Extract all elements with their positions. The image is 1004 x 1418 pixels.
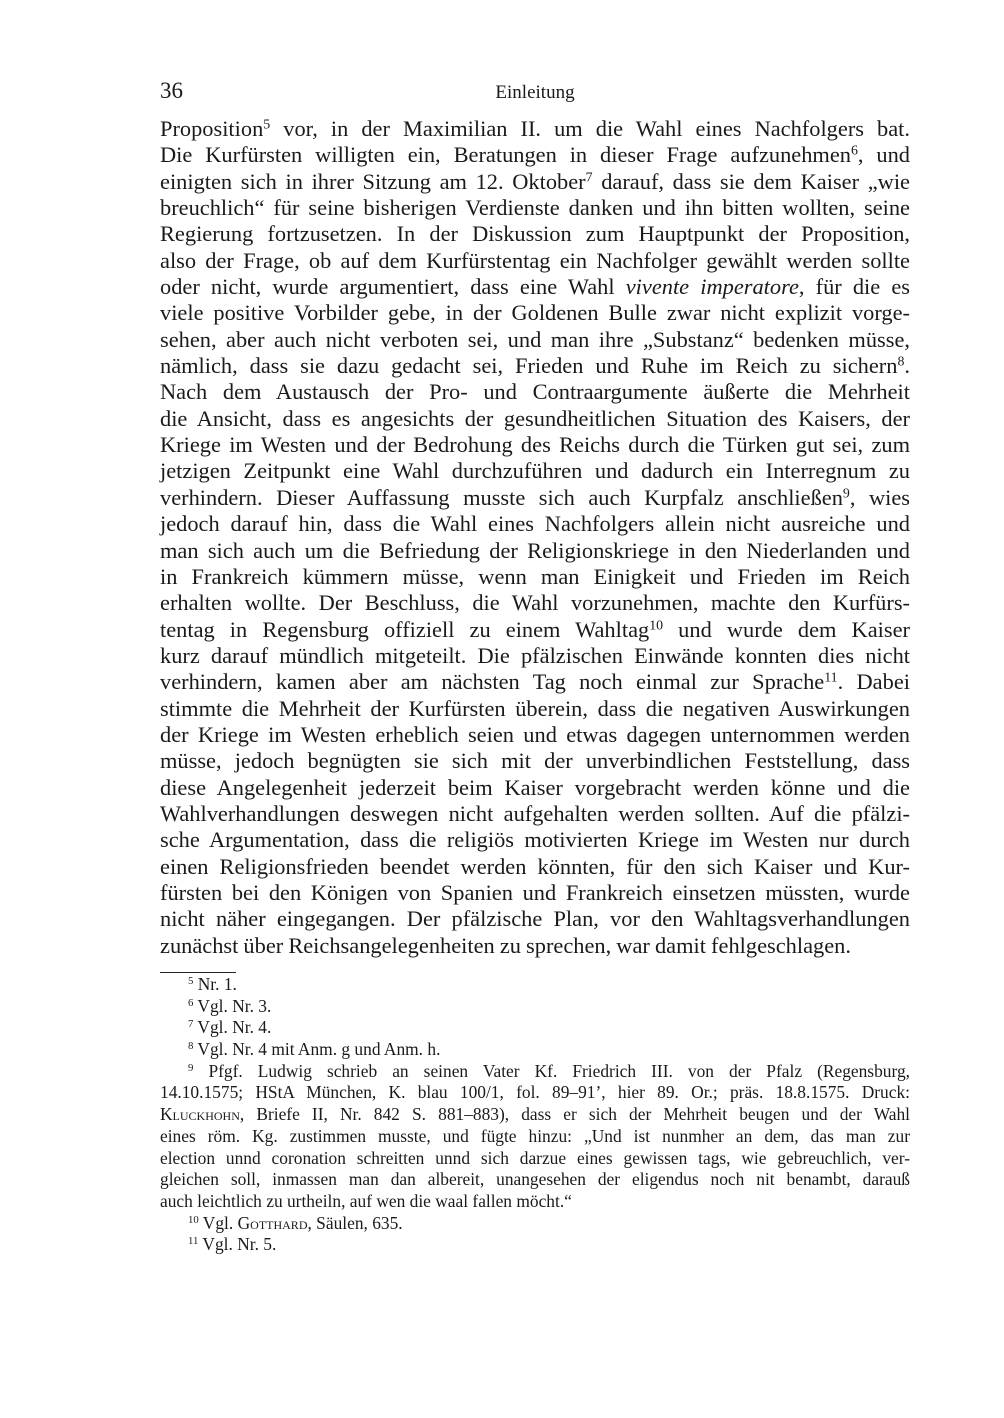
text-run: , wies [849,484,910,510]
text-line [160,854,910,880]
text-run: , Briefe II, Nr. 842 S. 881–883), dass er sich der Mehrheit beugen und der Wahl [239,1104,910,1125]
text-line [160,696,910,722]
text-run: nicht näher eingegangen. Der pfälzische Plan, vor den Wahltagsverhandlungen [160,906,910,932]
text-line [160,327,910,353]
text-run: jetzigen Zeitpunkt eine Wahl durchzuführen und dadurch ein Interregnum zu [160,458,910,484]
text-line [160,406,910,432]
text-run: tentag in Regensburg offiziell zu einem Wahltag [160,616,650,642]
text-run: vor, in der Maximilian II. um die Wahl eines Nachfolgers bat. [270,116,910,141]
footnote-marker: 9 [188,1061,194,1074]
text-run: Nr. 1. [193,974,237,994]
text-line [160,538,910,564]
text-line [160,195,910,221]
footnote-line [160,1148,910,1170]
text-run: diese Angelegenheit jederzeit beim Kaiser vorgebracht werden könne und die [160,774,910,800]
text-run: , Säulen, 635. [307,1212,403,1233]
footnote-line [160,1104,910,1126]
footnote-marker: 11 [824,670,838,686]
text-line [160,116,910,142]
text-run: fürsten bei den Königen von Spanien und Frankreich einsetzen müssten, wurde [160,879,910,905]
footnote-marker: 10 [649,617,664,633]
text-run: Vgl. Nr. 4 mit Anm. g und Anm. h. [193,1039,441,1060]
text-line [160,827,910,853]
text-run: Proposition [160,116,264,141]
text-run: Vgl. Nr. 3. [193,995,272,1016]
text-line [160,722,910,748]
text-line [160,933,910,959]
footnote-marker: 7 [188,1018,194,1031]
text-run: Nach dem Austausch der Pro- und Contraargumente äußerte die Mehrheit [160,379,910,405]
text-run: Vgl. Nr. 4. [193,1017,272,1038]
text-line [160,379,910,405]
body-text [160,116,910,959]
footnote-marker: 7 [585,170,593,186]
text-run: darauf, dass sie dem Kaiser „wie [592,168,910,194]
footnote-marker: 6 [188,996,194,1009]
text-run: einen Religionsfrieden beendet werden könnten, für den sich Kaiser und Kur- [160,853,910,879]
footnotes [160,974,910,1256]
footnote-marker: 10 [188,1213,199,1226]
text-line [160,274,910,300]
text-line [160,353,910,379]
text-line [160,432,910,458]
running-head: Einleitung [495,82,575,103]
text-run: verhindern. Dieser Auffassung musste sich auch Kurpfalz anschließen [160,484,843,510]
text-run: stimmte die Mehrheit der Kurfürsten überein, dass die negativen Auswirkungen [160,695,910,721]
footnote-line [160,1169,910,1191]
text-line [160,880,910,906]
footnote-line [160,974,910,996]
footnote-line [160,1061,910,1083]
footnote-marker: 5 [188,975,194,988]
text-run: Pfgf. Ludwig schrieb an seinen Vater Kf. Friedrich III. von der Pfalz (Regensburg, [193,1060,910,1081]
footnote-line [160,1017,910,1039]
text-run: also der Frage, ob auf dem Kurfürstentag ein Nachfolger gewählt werden sollte [160,247,910,273]
text-run: Kriege im Westen und der Bedrohung des Reichs durch die Türken gut sei, zum [160,432,910,458]
text-line [160,142,910,168]
footnote-marker: 11 [188,1235,199,1248]
text-run: viele positive Vorbilder gebe, in der Goldenen Bulle zwar nicht explizit vorge- [160,300,910,326]
text-run: breuchlich“ für seine bisherigen Verdienste danken und ihn bitten wollten, seine [160,195,910,221]
footnote-marker: 5 [263,117,271,133]
text-run: erhalten wollte. Der Beschluss, die Wahl vorzunehmen, machte den Kurfürs- [160,590,910,616]
text-run: jedoch darauf hin, dass die Wahl eines Nachfolgers allein nicht ausreiche und [160,511,910,537]
footnote-marker: 8 [188,1040,194,1053]
footnote-marker: 8 [897,354,905,370]
text-run: auch leichtlich zu urtheiln, auf wen die waal fallen möcht.“ [160,1190,572,1211]
text-run: election unnd coronation schreitten unnd sich darzue eines gewissen tags, wie gebreuchlich, ver- [160,1147,910,1168]
text-run: Vgl. [198,1212,238,1233]
footnote-line [160,1082,910,1104]
text-line [160,511,910,537]
page-number: 36 [160,78,183,103]
text-line [160,775,910,801]
footnote-line [160,1191,910,1213]
text-run: der Kriege im Westen erheblich seien und etwas dagegen unternommen werden [160,721,910,747]
text-run: , für die es [798,274,910,300]
italic-text: vivente imperatore [625,274,799,300]
text-line [160,801,910,827]
author-name: Gotthard [237,1212,308,1233]
text-line [160,590,910,616]
text-line [160,906,910,932]
text-run: in Frankreich kümmern müsse, wenn man Einigkeit und Frieden im Reich [160,563,910,589]
text-line [160,300,910,326]
text-line [160,748,910,774]
text-run: 14.10.1575; HStA München, K. blau 100/1, fol. 89–91’, hier 89. Or.; präs. 18.8.1575. Druck: [160,1082,910,1103]
text-line [160,248,910,274]
footnote-line [160,1213,910,1235]
text-run: müsse, jedoch begnügten sie sich mit der unverbindlichen Feststellung, dass [160,748,910,774]
text-run: . Dabei [837,669,910,695]
text-line [160,169,910,195]
text-run: , und [857,142,910,168]
footnote-line [160,1234,910,1256]
text-run: gleichen soll, inmassen man dan albereit, unangesehen der eligendus noch nit benambt, darauß [160,1169,910,1190]
text-run: eines röm. Kg. zustimmen musste, und fügte hinzu: „Und ist nunmher an dem, das man zur [160,1125,910,1146]
text-line [160,458,910,484]
text-line [160,564,910,590]
text-run: die Ansicht, dass es angesichts der gesundheitlichen Situation des Kaisers, der [160,405,910,431]
text-run: einigten sich in ihrer Sitzung am 12. Oktober [160,168,586,194]
text-line [160,617,910,643]
text-line [160,221,910,247]
text-run: zunächst über Reichsangelegenheiten zu sprechen, war damit fehlgeschlagen. [160,932,851,958]
text-run: sche Argumentation, dass die religiös motivierten Kriege im Westen nur durch [160,827,910,853]
text-run: Die Kurfürsten willigten ein, Beratungen in dieser Frage aufzunehmen [160,142,851,168]
text-run: Wahlverhandlungen deswegen nicht aufgehalten werden sollten. Auf die pfälzi- [160,800,910,826]
footnote-marker: 9 [842,486,850,502]
text-line [160,643,910,669]
text-run: Vgl. Nr. 5. [198,1234,277,1255]
text-run: nämlich, dass sie dazu gedacht sei, Frieden und Ruhe im Reich zu sichern [160,353,898,379]
author-name: Kluckhohn [160,1104,240,1125]
text-line [160,485,910,511]
text-run: verhindern, kamen aber am nächsten Tag noch einmal zur Sprache [160,669,825,695]
text-line [160,669,910,695]
text-run: oder nicht, wurde argumentiert, dass eine Wahl [160,274,626,300]
text-run: Regierung fortzusetzen. In der Diskussion zum Hauptpunkt der Proposition, [160,221,910,247]
text-run: kurz darauf mündlich mitgeteilt. Die pfälzischen Einwände konnten dies nicht [160,642,910,668]
text-run: . [904,353,910,379]
footnote-line [160,996,910,1018]
text-run: man sich auch um die Befriedung der Religionskriege in den Niederlanden und [160,537,910,563]
footnote-marker: 6 [850,143,858,159]
footnote-line [160,1039,910,1061]
text-run: sehen, aber auch nicht verboten sei, und man ihre „Substanz“ bedenken müsse, [160,326,910,352]
footnote-line [160,1126,910,1148]
footnote-rule [160,972,236,973]
text-run: und wurde dem Kaiser [663,616,910,642]
